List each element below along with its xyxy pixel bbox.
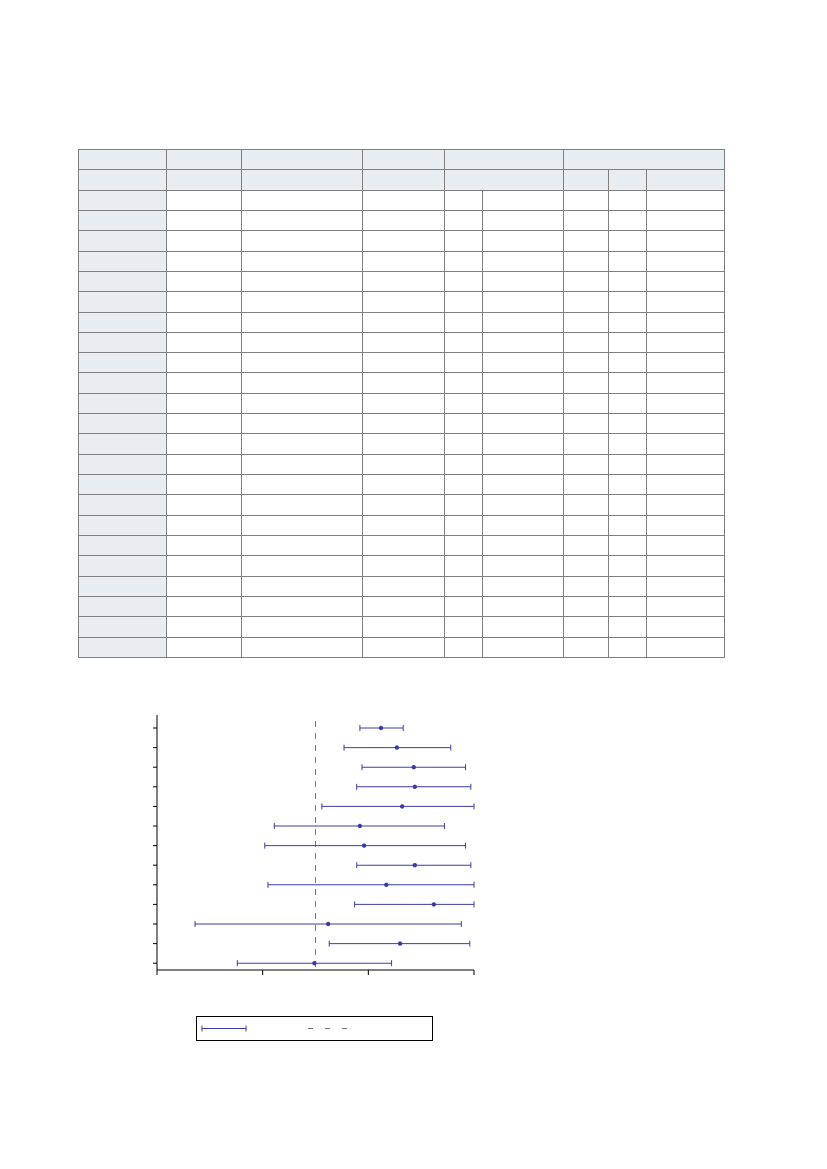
point-estimate [398,941,402,945]
table-cell [363,231,445,251]
table-row-label [79,393,167,413]
table-cell [445,515,483,535]
table-cell [167,617,242,637]
table-cell [564,210,609,230]
table-cell [483,190,564,210]
table-row-label [79,414,167,434]
table-cell [564,231,609,251]
table-cell [445,210,483,230]
table-cell [242,637,363,658]
table-cell [609,393,647,413]
table-cell [609,353,647,373]
table-cell [483,414,564,434]
table-cell [564,617,609,637]
forest-plot [0,700,827,1020]
table-cell [363,556,445,576]
table-cell [167,495,242,515]
table-row-label [79,434,167,454]
table-row [79,434,725,454]
table-cell [609,617,647,637]
table-cell [483,271,564,291]
table-cell [564,596,609,616]
table-cell [647,637,725,658]
point-estimate [362,843,366,847]
table-cell [242,210,363,230]
table-row-label [79,312,167,332]
table-row [79,251,725,271]
table-cell [564,637,609,658]
table-cell [647,312,725,332]
table-header-cell [445,150,564,170]
table-row [79,535,725,555]
table-cell [483,495,564,515]
point-estimate [413,785,417,789]
table-cell [609,576,647,596]
table-cell [483,535,564,555]
table-row-label [79,251,167,271]
table-cell [647,495,725,515]
table-cell [167,637,242,658]
table-row-label [79,475,167,495]
table-cell [647,454,725,474]
table-cell [242,576,363,596]
point-estimate [326,922,330,926]
table-cell [167,393,242,413]
table-cell [242,332,363,352]
table-cell [609,373,647,393]
table-header-cell [564,170,609,190]
table-cell [564,475,609,495]
table-cell [363,271,445,291]
table-cell [363,535,445,555]
table-cell [445,332,483,352]
table-cell [363,596,445,616]
table-cell [242,535,363,555]
table-cell [647,271,725,291]
table-cell [483,292,564,312]
table-cell [242,353,363,373]
table-cell [242,393,363,413]
table-cell [167,210,242,230]
table-cell [564,434,609,454]
table-cell [445,475,483,495]
table-cell [242,373,363,393]
table-row-label [79,556,167,576]
table-cell [363,576,445,596]
table-cell [647,556,725,576]
table-cell [609,312,647,332]
point-estimate [432,902,436,906]
table-cell [445,454,483,474]
table-row-label [79,495,167,515]
table-row [79,414,725,434]
table-header-cell [363,150,445,170]
table-cell [564,576,609,596]
table-row-label [79,332,167,352]
table-cell [363,475,445,495]
table-cell [647,231,725,251]
table-cell [483,332,564,352]
point-estimate [384,883,388,887]
table-cell [363,353,445,373]
table-cell [609,495,647,515]
table-cell [483,210,564,230]
table-cell [167,475,242,495]
table-header-cell [363,170,445,190]
table-cell [363,617,445,637]
table-cell [445,535,483,555]
table-cell [647,190,725,210]
table-cell [609,271,647,291]
table-cell [242,454,363,474]
table-cell [647,596,725,616]
table-row [79,332,725,352]
table-row-label [79,210,167,230]
table-cell [647,617,725,637]
table-cell [483,231,564,251]
table-cell [363,434,445,454]
table-cell [363,312,445,332]
table-cell [363,373,445,393]
table-cell [242,414,363,434]
table-row [79,353,725,373]
table-cell [445,393,483,413]
table-row-label [79,515,167,535]
table-cell [647,414,725,434]
table-cell [564,535,609,555]
table-header-cell [79,150,167,170]
table-cell [564,190,609,210]
table-cell [647,475,725,495]
table-header-cell [79,170,167,190]
table-header-cell [242,170,363,190]
table-cell [363,393,445,413]
table-cell [647,292,725,312]
table-cell [483,454,564,474]
table-cell [609,231,647,251]
table-cell [564,556,609,576]
table-cell [363,515,445,535]
table-cell [242,475,363,495]
point-estimate [395,745,399,749]
table-row [79,475,725,495]
table-cell [609,434,647,454]
table-cell [647,210,725,230]
table-cell [167,190,242,210]
table-row [79,231,725,251]
table-cell [167,454,242,474]
table-cell [647,434,725,454]
table-row [79,617,725,637]
table-cell [445,434,483,454]
table-cell [564,515,609,535]
point-estimate [312,961,316,965]
table-cell [445,596,483,616]
table-cell [609,251,647,271]
point-estimate [413,863,417,867]
table-cell [242,271,363,291]
table-cell [564,393,609,413]
table-cell [483,596,564,616]
table-cell [483,373,564,393]
table-cell [445,231,483,251]
table-cell [167,332,242,352]
table-cell [609,190,647,210]
table-row-label [79,576,167,596]
legend-swatches [197,1017,432,1040]
table-cell [167,251,242,271]
table-cell [242,251,363,271]
legend [196,1016,433,1041]
table-cell [167,515,242,535]
point-estimate [412,765,416,769]
table-cell [564,373,609,393]
table-cell [564,312,609,332]
table-cell [564,495,609,515]
table-cell [445,556,483,576]
table-header-row [79,150,725,170]
table-row [79,596,725,616]
table-cell [564,454,609,474]
table-cell [647,373,725,393]
table-cell [647,576,725,596]
table-header-cell [564,150,725,170]
table-cell [445,637,483,658]
table-cell [242,617,363,637]
table-cell [564,271,609,291]
table-row [79,210,725,230]
table-cell [242,312,363,332]
table-row-label [79,353,167,373]
table-cell [167,556,242,576]
table-row [79,190,725,210]
table-row-label [79,596,167,616]
table-cell [609,535,647,555]
table-cell [242,292,363,312]
table-cell [363,495,445,515]
legend-errorbar-swatch [202,1026,246,1032]
table-cell [483,251,564,271]
table-row [79,271,725,291]
table-cell [609,292,647,312]
table-cell [483,637,564,658]
table-cell [445,414,483,434]
table-cell [167,353,242,373]
table-row [79,637,725,658]
table-cell [167,373,242,393]
table-row [79,393,725,413]
table-cell [167,535,242,555]
table-row [79,312,725,332]
table-row-label [79,190,167,210]
table-row-label [79,373,167,393]
point-estimate [379,726,383,730]
table-cell [445,271,483,291]
table-cell [363,292,445,312]
table-cell [609,556,647,576]
table-row-label [79,617,167,637]
table-cell [445,373,483,393]
table-cell [363,454,445,474]
table-cell [564,292,609,312]
table-header-cell [167,150,242,170]
table-cell [647,251,725,271]
table-cell [167,434,242,454]
point-estimate [358,824,362,828]
table-header-cell [445,170,564,190]
table-cell [483,434,564,454]
table-row-label [79,292,167,312]
table-cell [242,231,363,251]
table-cell [445,312,483,332]
table-cell [483,393,564,413]
table-row [79,373,725,393]
table-row [79,515,725,535]
table-cell [167,312,242,332]
table-cell [167,596,242,616]
table-cell [609,515,647,535]
table-cell [647,353,725,373]
table-cell [483,312,564,332]
table-cell [167,414,242,434]
table-cell [445,190,483,210]
table-cell [647,535,725,555]
table-cell [483,353,564,373]
table-cell [242,515,363,535]
table-header-cell [609,170,647,190]
table-row [79,556,725,576]
table-cell [242,556,363,576]
table-cell [167,576,242,596]
table-cell [242,190,363,210]
table-cell [445,353,483,373]
table-cell [609,210,647,230]
table-cell [609,332,647,352]
table-cell [363,332,445,352]
table-cell [647,332,725,352]
table-cell [483,617,564,637]
table-cell [363,210,445,230]
table-cell [647,515,725,535]
table-header-cell [647,170,725,190]
table-cell [483,576,564,596]
table-cell [647,393,725,413]
table-row [79,292,725,312]
table-row-label [79,535,167,555]
table-cell [445,617,483,637]
table-cell [445,495,483,515]
table-row-label [79,637,167,658]
table-cell [363,637,445,658]
table-row-label [79,271,167,291]
table-row [79,576,725,596]
table-cell [564,353,609,373]
table-cell [564,332,609,352]
table-header-cell [167,170,242,190]
table-cell [445,292,483,312]
table-cell [609,637,647,658]
table-cell [242,596,363,616]
table-cell [609,454,647,474]
table-cell [445,576,483,596]
table-cell [242,434,363,454]
table-row-label [79,231,167,251]
table-header-row [79,170,725,190]
data-table [78,149,725,658]
table-cell [242,495,363,515]
table-row [79,454,725,474]
table-body [79,150,725,658]
table-cell [483,556,564,576]
point-estimate [400,804,404,808]
table-cell [564,251,609,271]
table-cell [363,190,445,210]
table-cell [609,475,647,495]
table-cell [483,475,564,495]
table-cell [609,596,647,616]
table-cell [445,251,483,271]
table-cell [564,414,609,434]
table-cell [363,251,445,271]
table-header-cell [242,150,363,170]
table-cell [167,292,242,312]
table-cell [609,414,647,434]
table-row [79,495,725,515]
table-cell [167,271,242,291]
table-row-label [79,454,167,474]
table-cell [167,231,242,251]
table-cell [363,414,445,434]
table-cell [483,515,564,535]
